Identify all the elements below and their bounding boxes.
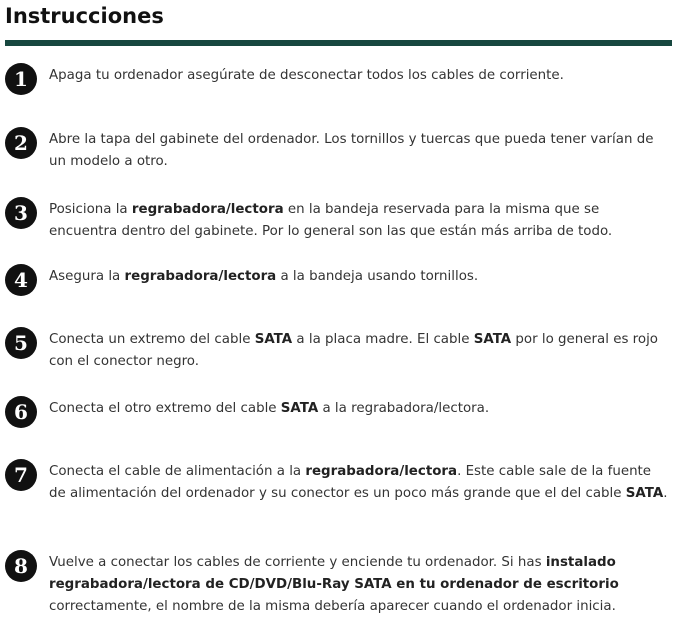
- step-text-run: correctamente, el nombre de la misma debería aparecer cuando el ordenador inicia.: [49, 599, 616, 614]
- step-text-run: Conecta el otro extremo del cable: [49, 401, 281, 416]
- step-text-bold: regrabadora/lectora: [305, 464, 458, 479]
- title-divider: [5, 40, 672, 46]
- step-text-run: Conecta un extremo del cable: [49, 332, 255, 347]
- step-text: [49, 199, 669, 243]
- step-text-bold: regrabadora/lectora: [124, 269, 277, 284]
- step-number-badge: 4: [5, 264, 37, 296]
- step-text: [49, 129, 669, 173]
- step-text-run: Conecta el cable de alimentación a la: [49, 464, 306, 479]
- step-number-badge: 8: [5, 550, 37, 582]
- step-text-bold: SATA: [473, 332, 512, 347]
- step-text-run: a la placa madre. El cable: [292, 332, 474, 347]
- step-text: [49, 266, 669, 288]
- step-text-run: Asegura la: [49, 269, 125, 284]
- step-text-run: .: [663, 486, 668, 501]
- step-number-badge: 3: [5, 197, 37, 229]
- step-text-run: a la bandeja usando tornillos.: [276, 269, 479, 284]
- step-text-run: Vuelve a conectar los cables de corriente y enciende tu ordenador. Si has: [49, 555, 546, 570]
- step-text-bold: instalado regrabadora/lectora de CD/DVD/Blu-Ray SATA en tu ordenador de escritorio: [49, 555, 619, 592]
- step-text-run: Posiciona la: [49, 202, 132, 217]
- step-text-bold: SATA: [280, 401, 319, 416]
- step-text: [49, 65, 669, 87]
- step-text-bold: SATA: [254, 332, 293, 347]
- step-number-badge: 6: [5, 396, 37, 428]
- step-number-badge: 5: [5, 327, 37, 359]
- step-text: [49, 461, 669, 505]
- step-text: [49, 329, 669, 373]
- step-number-badge: 1: [5, 63, 37, 95]
- step-text: [49, 398, 669, 420]
- step-text-bold: regrabadora/lectora: [131, 202, 284, 217]
- step-text-run: Apaga tu ordenador asegúrate de desconectar todos los cables de corriente.: [49, 68, 564, 83]
- step-text: [49, 552, 669, 618]
- step-text-run: a la regrabadora/lectora.: [318, 401, 490, 416]
- step-text-run: por lo general es rojo con el conector negro.: [49, 332, 658, 369]
- step-text-run: Abre la tapa del gabinete del ordenador. Los tornillos y tuercas que pueda tener varían de un modelo a otro.: [49, 132, 654, 169]
- step-text-run: . Este cable sale de la fuente de alimentación del ordenador y su conector es un poco más grande que el del cable: [49, 464, 652, 501]
- step-number-badge: 7: [5, 459, 37, 491]
- page-title: Instrucciones: [5, 4, 164, 28]
- step-text-run: en la bandeja reservada para la misma que se encuentra dentro del gabinete. Por lo general son las que están más arriba de todo.: [49, 202, 613, 239]
- step-number-badge: 2: [5, 127, 37, 159]
- step-text-bold: SATA: [625, 486, 664, 501]
